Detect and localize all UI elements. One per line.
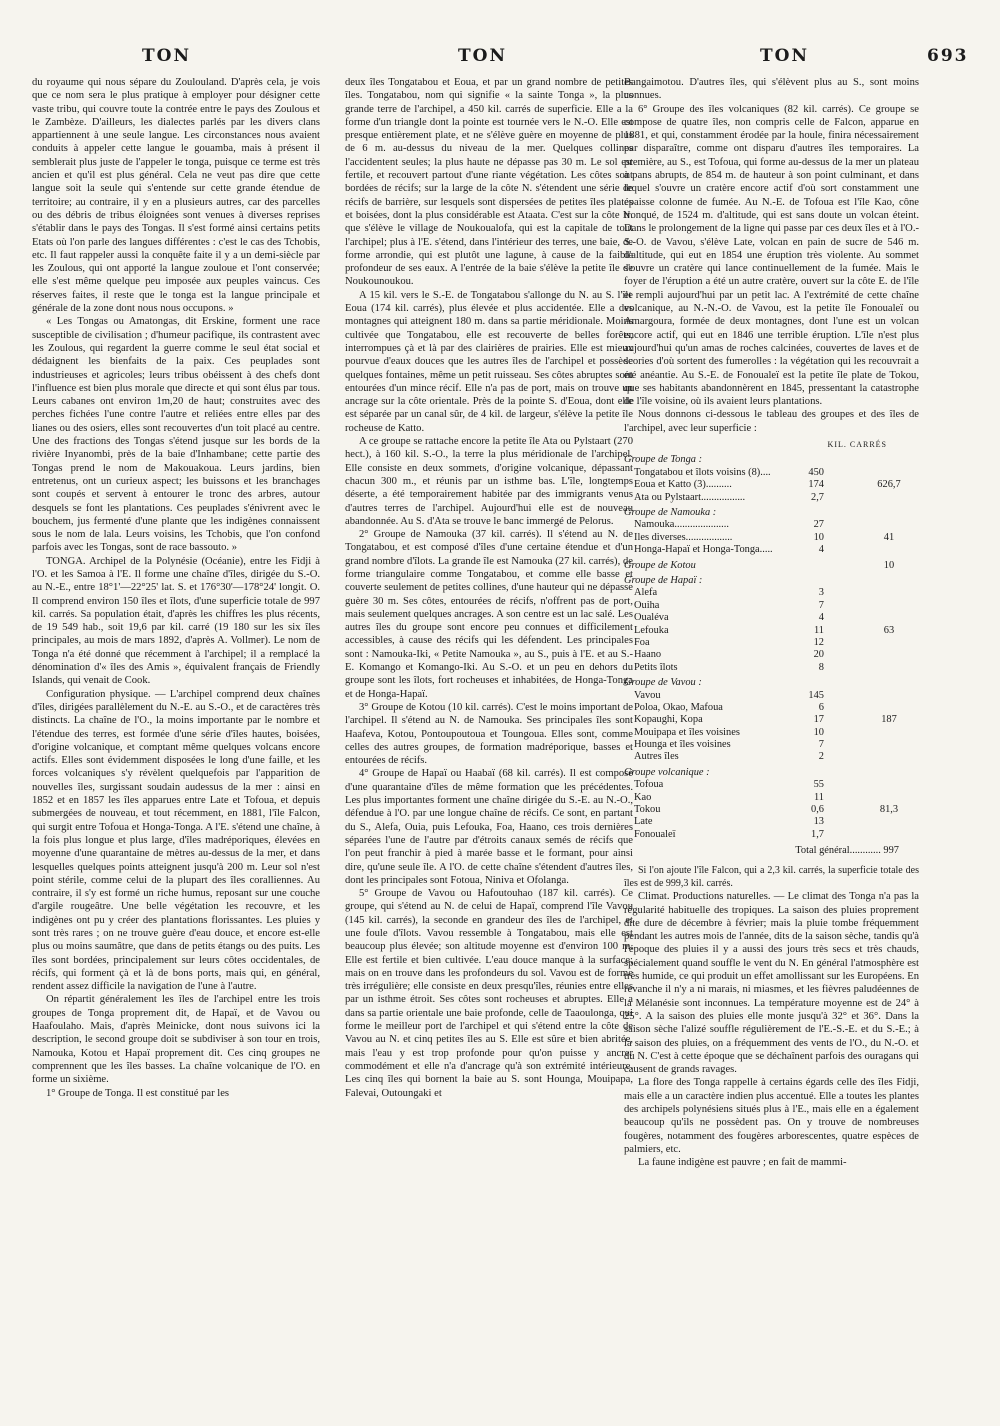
table-row-value: 1,7: [811, 828, 824, 840]
column-2: [345, 76, 633, 1100]
table-unit-header: KIL. CARRÉS: [827, 440, 887, 450]
table-row: [624, 544, 919, 556]
table-row-value: 2: [818, 751, 824, 763]
paragraph: 2° Groupe de Namouka (37 kil. carrés). Il s'étend au N. de Tongatabou, et est composé d'îles d'une certaine étendue et d'un grand nombre d'îlots. La grande île est Namouka (27 kil. carrés), de forme triangulaire comme Tongatabou, et comme elle basse et couverte seulement de petites collines, d'une hauteur qui ne dépasse guère 30 m. Ses côtes, entourées de récifs, n'offrent pas de port, mais seulement quelques ancrages. A son centre est un lac salé. Les autres îles du groupe sont encore peu connues et difficilement accessibles, à cause des récifs qui les défendent. Les principales sont : Namouka-Iki, « Petite Namouka », au S., puis à l'E. et au S.-E. Komango et Komango-Iki. Au S.-O. et un peu en dehors du groupe sont les îlots, fort rocheuses et inhabitées, de Honga-Tonga et de Honga-Hapaï.: [345, 529, 633, 700]
paragraph: Climat. Productions naturelles. — Le climat des Tonga n'a pas la régularité habituelle des tropiques. La saison des pluies proprement dite dure de décembre à février; mais la pluie tombe fréquemment pendant les autres mois de l'année, dits de la saison sèche, tandis qu'à l'époque des pluies il y a aussi des jours très secs et très chauds, spécialement quand souffle le vent du N. En général l'atmosphère est très humide, ce qui produit un effet amollissant sur les Européens. En revanche il n'y a ni marais, ni miasmes, et les fièvres paludéennes de la Mélanésie sont inconnues. La température moyenne est de 24° à 25°. A la saison des pluies elle monte jusqu'à 32° et 36°. Dans la saison sèche l'alizé souffle régulièrement de l'E.-S.-E. et du S.-E.; à la saison des pluies, on a fréquemment des vents de l'O., du N.-O. et du N. C'est à cette époque que se déchaînent parfois des ouragans qui causent de grands ravages.: [624, 891, 919, 1076]
table-row-label: Autres îles: [634, 751, 679, 763]
paragraph: « Les Tongas ou Amatongas, dit Erskine, forment une race susceptible de civilisation ; d'humeur pacifique, ils contrastent avec les Zoulous, qui regardent la guerre comme le seul état social et dédaignent les bienfaits de la paix. Ces peuplades sont industrieuses et agricoles; leurs tribus obéissent à des chefs dont l'influence est bien plus morale que directe et qui sont élus par tous. Leurs cabanes ont environ 1m,20 de haut; construites avec des perches fichées l'une contre l'autre et reliées entre elles par des lianes ou des osiers, elles sont recouvertes d'un toit placé au centre. Une des fractions des Tongas s'étend jusque sur les bords de la rivière Inyanombi, près de la baie d'Inhambane; cette partie des Tongas prend le nom de Makouakoua. Leurs jardins, bien entretenus, ont un curieux aspect; les buissons et les branchages sont coupés et servent à entourer le tronc des arbres, autour desquels se font les plantations. Ces peuplades s'énivrent avec le bouchem, jus fermenté d'une plante que les indigènes connaissent sous le nom de lala. Leurs voisins, les Tchobis, que l'on confond parfois avec les Tongas, sont de race bassouto. »: [32, 316, 320, 554]
page-header: [30, 46, 970, 76]
table-group-heading: Groupe volcanique :: [624, 766, 710, 778]
table-row-label: Poloa, Okao, Mafoua: [634, 701, 723, 713]
table-grand-total: Total général............ 997: [795, 845, 899, 857]
table-row-label: Tongatabou et îlots voisins (8)....: [634, 466, 771, 478]
table-group-total: 187: [881, 714, 897, 726]
table-row-label: Fonoualeï: [634, 828, 676, 840]
paragraph: Si l'on ajoute l'île Falcon, qui a 2,3 kil. carrés, la superficie totale des îles est de 999,3 kil. carrés.: [624, 864, 919, 889]
paragraph: Configuration physique. — L'archipel comprend deux chaînes d'îles, dirigées parallèlement du N.-E. au S.-O., et de caractères très distincts. La chaîne de l'O., la moins importante par le nombre et l'étendue des terres, est formée d'une série d'îles hautes, boisées, d'origine volcanique, et comptant même quelques volcans encore actifs. Elles sont évidemment disposées le long d'une faille, et les forces volcaniques s'y révèlent quelquefois par l'apparition de nouvelles îles, surgissant soudain audessus de la mer : ainsi en 1852 et en 1857 les îles apparues entre Late et Tofoua, et depuis submergées de nouveau, et tout récemment, en 1881, l'île Falcon, qui surgit entre Tofoua et Honga-Tonga. A l'E. s'étend une chaîne, à la fois plus longue et plus large, d'îles madréporiques, élevées en moyenne d'une quarantaine de mètres au-dessus de la mer, et dans lesquelles quelques points atteignent jusqu'à 200 m. Leur sol n'est point stérile, comme celui de la plupart des îles coralliennes. Au contraire, il s'y est formé un riche humus, reposant sur une couche d'argile rougeâtre. Une belle végétation les recouvre, et les indigènes ont pu y créer des plantations florissantes. Les pluies y sont très rares ; on ne trouve guère d'eau douce, et encore est-elle plus ou moins saumâtre, que dans de petits étangs ou des puits. Les îles sont bordées, principalement sur leurs côtes occidentales, de récifs, qui forment çà et là de bons ports, mais qui, en général, rendent assez difficile la navigation de l'une à l'autre.: [32, 688, 320, 993]
table-row: [624, 727, 919, 739]
table-row-value: 4: [818, 544, 824, 556]
table-row: [624, 714, 919, 726]
table-row-label: Kopaughi, Kopa: [634, 714, 703, 726]
table-row-value: 17: [813, 714, 824, 726]
table-row: [624, 739, 919, 751]
table-row-label: Mouipapa et îles voisines: [634, 726, 740, 738]
table-row: [624, 492, 919, 504]
table-row: [624, 467, 919, 479]
header-left: TON: [142, 46, 191, 66]
page-number: 693: [927, 46, 969, 66]
table-row-value: 7: [818, 599, 824, 611]
table-row: [624, 829, 919, 841]
table-row: [624, 816, 919, 828]
table-row-value: 20: [813, 649, 824, 661]
table-row-label: Iles diverses..................: [634, 531, 733, 543]
paragraph: La faune indigène est pauvre ; en fait de mammi-: [638, 1157, 847, 1169]
table-group-heading: Groupe de Tonga :: [624, 454, 703, 466]
table-group-total: 10: [883, 559, 895, 571]
table-row-label: Alefa: [634, 587, 658, 599]
table-row-label: Oualéva: [634, 612, 669, 624]
table-group-total: 626,7: [877, 479, 901, 491]
table-row-label: Vavou: [634, 689, 661, 701]
table-row: [624, 612, 919, 624]
column-3: [624, 76, 919, 1169]
table-row-value: 7: [818, 739, 824, 751]
paragraph: Bangaimotou. D'autres îles, qui s'élèvent plus au S., sont moins connues.: [624, 77, 919, 102]
paragraph: 6° Groupe des îles volcaniques (82 kil. carrés). Ce groupe se compose de quatre îles, non compris celle de Falcon, apparue en 1881, et qui, constamment érodée par la houle, finira nécessairement par disparaître, comme ont disparu d'autres îles temporaires. La première, au S., est Tofoua, qui forme au-dessus de la mer un plateau à pans abrupts, de 854 m. de hauteur à son point culminant, et dans lequel s'ouvre un cratère encore actif d'où sort constamment une épaisse colonne de fumée. Au N.-E. de Tofoua est l'île Kao, cône tronqué, de 1524 m. d'altitude, qui est sans doute un volcan éteint. Dans le prolongement de la ligne qui passe par ces deux îles et à l'O.-S.-O. de Vavou, s'élève Late, volcan en pain de sucre de 546 m. d'altitude, qui eut en 1854 une éruption très violente. Au sommet s'ouvre un cratère qui lance continuellement de la fumée. Mais le foyer de l'éruption a été un autre cratère, ouvert sur la côte E. de l'île et rempli aujourd'hui par un petit lac. A l'extrémité de cette chaîne volcanique, au N.-N.-O. de Vavou, est la petite île Fonoualeï ou Amargoura, formée de deux montagnes, dont l'une est un volcan encore actif, qui eut en 1846 une terrible éruption. L'île n'est plus aujourd'hui qu'un amas de roches calcinées, couvertes de laves et de scories d'où sortent des fumerolles : la végétation qui les recouvrait a été anéantie. Au S.-E. de Fonoualeï est la petite île plate de Tokou, que ses habitants abandonnèrent en 1845, pressentant la catastrophe de l'île voisine, où ils avaient leurs plantations.: [624, 103, 919, 408]
table-row-value: 4: [818, 612, 824, 624]
paragraph: TONGA. Archipel de la Polynésie (Océanie), entre les Fidji à l'O. et les Samoa à l'E. Il forme une chaîne d'îles, dirigée du S.-O. au N.-E., entre 18°1'—22°25' lat. S. et 176°30'—178°24' longit. O. Il comprend environ 150 îles et îlots, d'une superficie totale de 997 kil. carrés. Sa population était, d'après les chiffres les plus récents, de 19 549 hab., soit 19,6 par kil. carré (19 180 sur les six îles principales, au mois de mars 1892, d'après A. Vollmer). Le nom de Tonga n'a été donné que récemment à l'archipel; il a remplacé la dénomination d'« îles des Amis », équivalent français de Friendly Islands, qui venait de Cook.: [32, 555, 320, 687]
table-row-value: 10: [813, 531, 824, 543]
table-row-label: Namouka.....................: [634, 519, 729, 531]
table-row-label: Tofoua: [634, 779, 664, 791]
table-row: [624, 600, 919, 612]
table-row-value: 13: [813, 816, 824, 828]
table-group-heading: Groupe de Vavou :: [624, 677, 702, 689]
table-row-value: 11: [813, 624, 824, 636]
paragraph: 3° Groupe de Kotou (10 kil. carrés). C'est le moins important de l'archipel. Il s'étend au N. de Namouka. Ses principales îles sont Haafeva, Kotou, Pontoupoutoua et Toungoua. Elles sont, comme celles des autres groupes, de formation madréporique, basses et entourées de récifs.: [345, 701, 633, 767]
table-row: [624, 649, 919, 661]
table-row-label: Honga-Hapaï et Honga-Tonga.....: [634, 544, 773, 556]
area-table: [624, 439, 919, 858]
paragraph: 1° Groupe de Tonga. Il est constitué par les: [46, 1087, 230, 1099]
table-row-value: 2,7: [811, 491, 824, 503]
paragraph: du royaume qui nous sépare du Zoulouland. D'après cela, je vois que ce nom sera le plus pratique à employer pour désigner cette vaste tribu, qui couvre toute la contrée entre le pays des Zoulous et le Zambèze. D'ailleurs, les dialectes parlés par les divers clans appartiennent à une seule langue. Les circonstances nous avaient conduits à appeler cette langue le gouamba, mais à présent il semblerait plus juste de l'appeler le tonga, puisque ce terme est très ancien et qu'il est plus général. Cela ne veut pas dire que cette langue soit la seule qui s'entende sur cette grande étendue de territoire; au contraire, il y en a plusieurs autres, car des parcelles ou des débris de tribus éloignées sont venues à diverses reprises s'établir dans le pays des Tongas. Il s'est formé ainsi certains petits Etats où l'on parle des langues différentes : c'est le cas des Tchobis, etc. Il faut rappeler aussi la conquête faite il y a un demi-siècle par les Zoulous, qui ont apporté la langue zouloue et l'ont conservée; elle s'est même quelque peu imposée aux peuples vaincus. Ces réserves faites, il reste que le tonga est la langue principale et générale de la zone dont nous nous occupons. »: [32, 77, 320, 315]
paragraph: 4° Groupe de Hapaï ou Haabaï (68 kil. carrés). Il est composé d'une quarantaine d'îles de même formation que les précédentes. Les plus importantes forment une chaîne dirigée du S.-E. au N.-O., défendue à l'O. par une longue chaîne de récifs. Ce sont, en partant du S., Alefa, Ouia, puis Lefouka, Foa, Haano, ces trois dernières séparées l'une de l'autre par d'étroits canaux semés de récifs que l'on peut franchir à pied à marée basse et le formant, pour ainsi dire, qu'une seule île. A l'O. de cette chaîne s'étendent d'autres îles, dont les principales sont Fotoua, Niniva et Ofolanga.: [345, 768, 633, 886]
table-row: [624, 519, 919, 531]
paragraph: 5° Groupe de Vavou ou Hafoutouhao (187 kil. carrés). Ce groupe, qui s'étend au N. de celui de Hapaï, comprend l'île Vavou (145 kil. carrés), la seconde en grandeur des îles de l'archipel, et une foule d'îlots. Vavou ressemble à Tongatabou, mais elle est beaucoup plus élevée; son altitude moyenne est d'environ 100 m. Elle est fertile et bien cultivée. L'eau douce manque à la surface; mais on en trouve dans les profondeurs du sol. Vavou est de forme très irrégulière; elle consiste en deux presqu'îles, réunies entre elles par un isthme étroit. Ses côtes sont rocheuses et abruptes. Elle a dans sa partie orientale une baie profonde, celle de Taaoulonga, qui forme le meilleur port de l'archipel et qui s'étend entre la côte de Vavou au N. et cinq petites îles au S. Elle est sûre et bien abritée, mais l'eau y est trop profonde pour qu'on puisse y ancrer commodément et elle n'a d'ancrage qu'à son extrémité intérieure. Les cinq îles qui bornent la baie au S. sont Hounga, Mouipapa, Falevai, Outoungaki et: [345, 888, 633, 1099]
table-row-value: 11: [813, 791, 824, 803]
paragraph: A 15 kil. vers le S.-E. de Tongatabou s'allonge du N. au S. l'île Eoua (174 kil. carrés), plus élevée et plus accidentée. Elle a des montagnes qui atteignent 180 m. dans sa partie méridionale. Moins cultivée que Tongatabou, elle est recouverte de belles forêts, interrompues çà et là par des clairières de prairies. Elle est mieux pourvue d'eaux douces que les autres îles de l'archipel et possède quelques fontaines, même un petit ruisseau. Ses côtes abruptes sont entourées d'un mince récif. Elle n'a pas de port, mais on trouve un ancrage sur la côte orientale. Près de la pointe S. d'Eoua, dont elle est séparée par un canal sûr, de 4 kil. de largeur, s'élève la petite île rocheuse de Katto.: [345, 289, 633, 434]
table-row: [624, 702, 919, 714]
column-1: [32, 76, 320, 1100]
table-row: [624, 779, 919, 791]
table-row-label: Kao: [634, 791, 652, 803]
table-row-value: 450: [808, 466, 824, 478]
paragraph: deux îles Tongatabou et Eoua, et par un grand nombre de petites îles. Tongatabou, nom qui signifie « la sainte Tonga », la plus grande terre de l'archipel, a 450 kil. carrés de superficie. Elle a la forme d'un triangle dont la pointe est tournée vers le N.-O. Elle est presque entièrement plate, et ne s'élève guère en moyenne de plus de 6 m. au-dessus du niveau de la mer. Quelques collines l'accidentent seules; la plus haute ne dépasse pas 30 m. Le sol est fertile, et recouvert partout d'une riante végétation. Les côtes sont bordées de récifs; sur la large de la côte N. s'étendent une série de récifs de barrière, sur lesquels sont dispersées de petites îles plates et boisées, dont la plus considérable est Ataata. C'est sur la côte N. que s'élève le village de Noukoualofa, qui est la capitale de tout l'archipel; plus à l'E. s'étend, dans l'intérieur des terres, une baie, de forme arrondie, qui est plutôt une lagune, à cause de la faible profondeur de ses eaux. A l'entrée de la baie s'élève la petite île de Noukounoukou.: [345, 77, 633, 288]
table-row: [624, 532, 919, 544]
table-row-label: Tokou: [634, 804, 661, 816]
table-group-total: 41: [883, 531, 895, 543]
table-row-label: Foa: [634, 636, 650, 648]
table-row-value: 12: [813, 636, 824, 648]
table-row-value: 55: [813, 779, 824, 791]
table-row: [624, 637, 919, 649]
table-row-value: 8: [818, 661, 824, 673]
table-row-value: 0,6: [811, 804, 824, 816]
table-row-label: Lefouka: [634, 624, 669, 636]
paragraph: On répartit généralement les îles de l'archipel entre les trois groupes de Tonga proprement dit, de Hapaï, et de Vavou ou Haafoulaho. Mais, d'après Meinicke, dont nous suivons ici la description, le second groupe doit se subdiviser à son tour en trois, Namouka, Kotou et Hapaï proprement dit. Ces cinq groupes ne comprennent que les îles basses. La chaîne volcanique de l'O. en forme un sixième.: [32, 994, 320, 1086]
table-row-value: 174: [808, 479, 824, 491]
table-row-label: Hounga et îles voisines: [634, 739, 731, 751]
table-row: [624, 804, 919, 816]
table-row-label: Haano: [634, 649, 662, 661]
table-row-label: Ata ou Pylstaart.................: [634, 491, 746, 503]
table-row: [624, 662, 919, 674]
table-group-heading: Groupe de Namouka :: [624, 507, 717, 518]
paragraph: Nous donnons ci-dessous le tableau des groupes et des îles de l'archipel, avec leur superficie :: [624, 409, 919, 434]
table-row-label: Ouiha: [634, 599, 660, 611]
table-row-value: 3: [818, 587, 824, 599]
header-center: TON: [458, 46, 507, 66]
table-group-total: 81,3: [879, 804, 899, 816]
table-row: [624, 625, 919, 637]
header-right: TON: [760, 46, 809, 66]
table-row: [624, 751, 919, 763]
table-row: [624, 690, 919, 702]
table-row-value: 145: [808, 689, 824, 701]
table-row-label: Eoua et Katto (3)..........: [634, 479, 732, 491]
table-group-total: 63: [883, 624, 895, 636]
paragraph: A ce groupe se rattache encore la petite île Ata ou Pylstaart (270 hect.), à 160 kil. S.-O., la terre la plus méridionale de l'archipel. Elle consiste en deux sommets, d'origine volcanique, dépassant chacun 300 m., et réunis par un isthme bas. L'île, longtemps déserte, a été temporairement habitée par des immigrants venus d'autres terres de l'archipel. Aujourd'hui elle est de nouveau abandonnée. Au S. d'Ata se trouve le banc immergé de Pelorus.: [345, 436, 633, 527]
table-row: [624, 479, 919, 491]
paragraph: La flore des Tonga rappelle à certains égards celle des îles Fidji, mais elle a un caractère indien plus accentué. Elle a toutes les plantes des archipels polynésiens situés plus à l'E., mais elle en a également beaucoup qu'ils ne possèdent pas. On y trouve de nombreuses fougères, notamment des fougères arborescentes, quatre espèces de palmiers, etc.: [624, 1077, 919, 1155]
table-row-label: Late: [634, 816, 653, 828]
table-row-value: 6: [818, 701, 824, 713]
table-row-value: 27: [813, 519, 824, 531]
table-group-heading: Groupe de Kotou: [624, 559, 696, 571]
table-row-value: 10: [813, 726, 824, 738]
table-row: [624, 587, 919, 599]
table-row-label: Petits îlots: [634, 661, 678, 673]
table-row: [624, 792, 919, 804]
table-group-heading: Groupe de Hapaï :: [624, 574, 703, 586]
